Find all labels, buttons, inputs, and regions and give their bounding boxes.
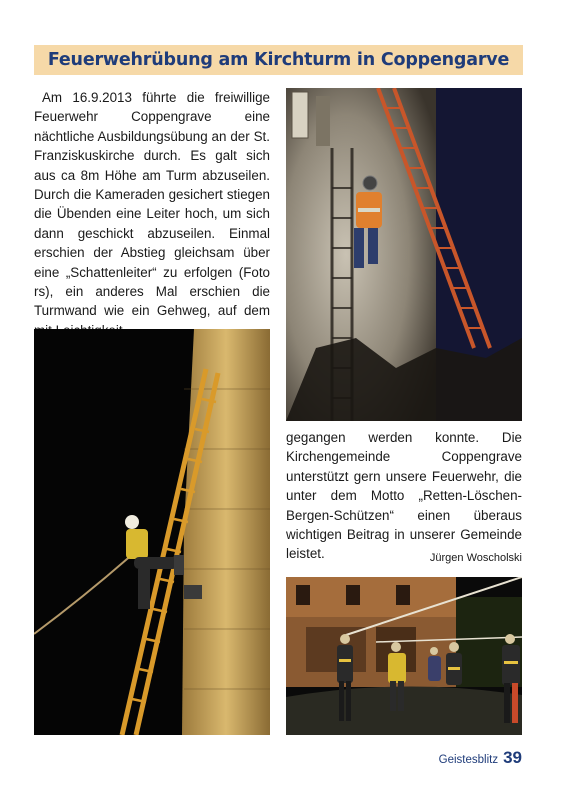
photo-firefighters-group bbox=[286, 577, 522, 735]
photo-abseiling-ladder bbox=[34, 329, 270, 735]
article-text-column-1: Am 16.9.2013 führte die freiwillige Feuerwehr Coppengrave eine nächtliche Ausbildungsübung an der St. Franziskuskirche durch. Es galt sich aus ca 8m Höhe am Turm abzuseilen. Durch die Kameraden gesichert stiegen die Übenden eine Leiter hoch, um sich dann geschickt abzuseilen. Einmal erschien der Abstieg gleichsam über eine „Schattenleiter“ zu erfolgen (Foto rs), ein anderes Mal erschien die Turmwand wie ein Gehweg, auf dem bbox=[34, 90, 270, 319]
author-name: Jürgen Woscholski bbox=[429, 552, 522, 564]
magazine-name: Geistesblitz bbox=[438, 754, 499, 766]
title-banner bbox=[34, 45, 523, 75]
page-number: 39 bbox=[503, 748, 522, 767]
page-title: Feuerwehrübung am Kirchturm in Coppengarve bbox=[47, 50, 510, 70]
photo-tower-climber bbox=[286, 88, 522, 421]
article-text-column-2: gegangen werden konnte. Die Kirchengemeinde Coppengrave unterstützt gern unsere Feuerwehr, die unter dem Motto „Retten-Löschen-Bergen-Schützen“ einen überaus wichtigen Beitrag in unserer Gemeinde leistet. bbox=[286, 430, 522, 562]
page-footer bbox=[439, 748, 522, 768]
